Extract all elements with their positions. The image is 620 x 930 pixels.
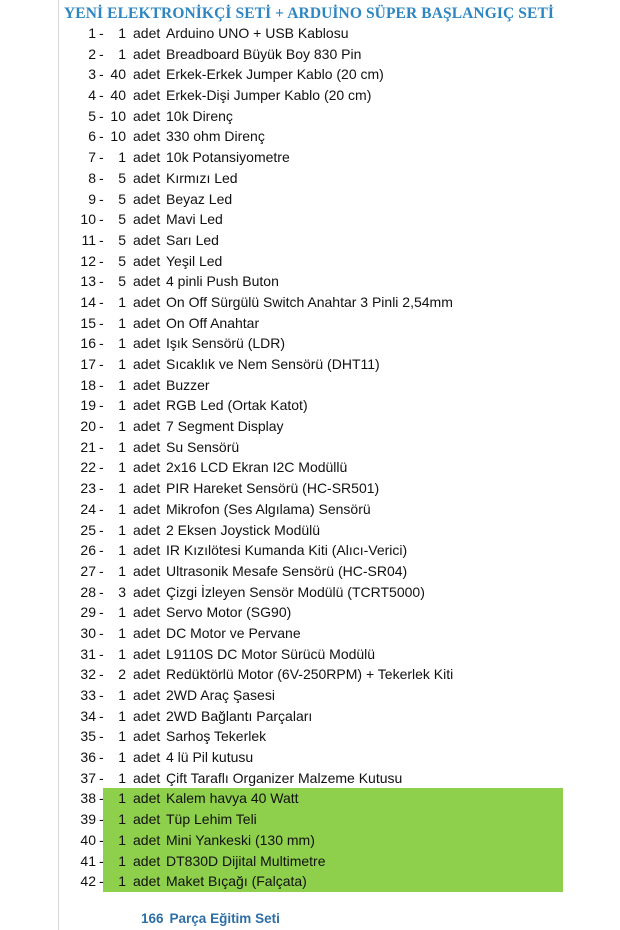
list-item <box>0 830 620 851</box>
item-separator: - <box>99 583 104 600</box>
item-quantity: 1 <box>118 645 126 662</box>
item-number: 25 <box>80 521 96 538</box>
item-number: 5 <box>88 107 96 124</box>
item-unit: adet <box>133 335 161 352</box>
item-number: 22 <box>80 459 96 476</box>
list-item <box>0 147 620 168</box>
item-number: 1 <box>88 25 96 41</box>
list-item <box>0 354 620 375</box>
item-description: Yeşil Led <box>166 252 223 269</box>
item-unit: adet <box>133 645 161 662</box>
item-number: 28 <box>80 583 96 600</box>
item-description: 7 Segment Display <box>166 418 284 435</box>
item-quantity: 1 <box>118 459 126 476</box>
item-unit: adet <box>133 107 161 124</box>
item-number: 18 <box>80 376 96 393</box>
item-unit: adet <box>133 397 161 414</box>
item-number: 42 <box>80 873 96 890</box>
item-number: 29 <box>80 604 96 621</box>
item-description: Sarı Led <box>166 231 219 248</box>
item-separator: - <box>99 707 104 724</box>
item-unit: adet <box>133 438 161 455</box>
item-description: 4 lü Pil kutusu <box>166 749 254 766</box>
item-description: Çizgi İzleyen Sensör Modülü (TCRT5000) <box>166 583 425 600</box>
item-separator: - <box>99 459 104 476</box>
list-item <box>0 623 620 644</box>
item-quantity: 1 <box>118 397 126 414</box>
item-quantity: 1 <box>118 293 126 310</box>
item-unit: adet <box>133 376 161 393</box>
item-number: 41 <box>80 852 96 869</box>
item-separator: - <box>99 500 104 517</box>
list-item <box>0 602 620 623</box>
item-separator: - <box>99 604 104 621</box>
list-item <box>0 126 620 147</box>
item-unit: adet <box>133 45 161 62</box>
item-unit: adet <box>133 521 161 538</box>
list-item <box>0 85 620 106</box>
list-item <box>0 664 620 685</box>
item-unit: adet <box>133 769 161 786</box>
list-item <box>0 768 620 789</box>
item-unit: adet <box>133 480 161 497</box>
item-number: 26 <box>80 542 96 559</box>
item-unit: adet <box>133 293 161 310</box>
item-separator: - <box>99 45 104 62</box>
list-item <box>0 23 620 44</box>
item-separator: - <box>99 480 104 497</box>
item-quantity: 1 <box>118 604 126 621</box>
item-number: 35 <box>80 728 96 745</box>
list-item <box>0 64 620 85</box>
item-number: 6 <box>88 128 96 145</box>
footer-label: Parça Eğitim Seti <box>169 911 280 926</box>
item-description: 2x16 LCD Ekran I2C Modüllü <box>166 459 348 476</box>
item-unit: adet <box>133 604 161 621</box>
list-item <box>0 561 620 582</box>
item-unit: adet <box>133 169 161 186</box>
item-description: Su Sensörü <box>166 438 240 455</box>
item-description: Beyaz Led <box>166 190 233 207</box>
item-number: 27 <box>80 562 96 579</box>
item-quantity: 5 <box>118 273 126 290</box>
item-unit: adet <box>133 231 161 248</box>
item-separator: - <box>99 293 104 310</box>
list-item <box>0 685 620 706</box>
item-description: 4 pinli Push Buton <box>166 273 279 290</box>
item-number: 38 <box>80 790 96 807</box>
item-quantity: 1 <box>118 418 126 435</box>
item-separator: - <box>99 873 104 890</box>
item-number: 7 <box>88 149 96 166</box>
item-separator: - <box>99 128 104 145</box>
item-separator: - <box>99 231 104 248</box>
list-item <box>0 395 620 416</box>
item-separator: - <box>99 666 104 683</box>
item-quantity: 1 <box>118 314 126 331</box>
item-description: Redüktörlü Motor (6V-250RPM) + Tekerlek Kiti <box>166 666 454 683</box>
item-description: 330 ohm Direnç <box>166 128 265 145</box>
item-description: Kalem havya 40 Watt <box>166 790 299 807</box>
list-item <box>0 251 620 272</box>
item-description: Breadboard Büyük Boy 830 Pin <box>166 45 362 62</box>
item-number: 11 <box>81 231 96 248</box>
item-separator: - <box>99 418 104 435</box>
item-description: 2WD Araç Şasesi <box>166 687 275 703</box>
item-separator: - <box>99 87 104 104</box>
item-number: 34 <box>80 707 96 724</box>
item-description: RGB Led (Ortak Katot) <box>166 397 308 414</box>
item-quantity: 1 <box>118 624 126 641</box>
item-unit: adet <box>133 542 161 559</box>
item-separator: - <box>99 356 104 372</box>
item-description: Servo Motor (SG90) <box>166 604 292 621</box>
item-separator: - <box>99 749 104 766</box>
item-quantity: 1 <box>118 687 126 703</box>
item-separator: - <box>99 66 104 83</box>
item-quantity: 40 <box>110 87 126 104</box>
item-quantity: 1 <box>118 852 126 869</box>
item-unit: adet <box>133 687 161 703</box>
list-item <box>0 313 620 334</box>
item-separator: - <box>99 645 104 662</box>
item-description: Mikrofon (Ses Algılama) Sensörü <box>166 500 371 517</box>
item-description: Ultrasonik Mesafe Sensörü (HC-SR04) <box>166 562 408 579</box>
item-description: 10k Direnç <box>166 107 233 124</box>
item-quantity: 1 <box>118 811 126 828</box>
item-description: Çift Taraflı Organizer Malzeme Kutusu <box>166 769 403 786</box>
item-description: On Off Anahtar <box>166 314 260 331</box>
item-number: 32 <box>80 666 96 683</box>
item-number: 24 <box>80 500 96 517</box>
item-quantity: 1 <box>118 356 126 372</box>
item-quantity: 1 <box>118 873 126 890</box>
list-item <box>0 706 620 727</box>
item-unit: adet <box>133 873 161 890</box>
item-quantity: 1 <box>118 335 126 352</box>
list-item <box>0 230 620 251</box>
item-unit: adet <box>133 728 161 745</box>
item-number: 16 <box>80 335 96 352</box>
item-unit: adet <box>133 811 161 828</box>
list-item <box>0 747 620 768</box>
item-quantity: 1 <box>118 149 126 166</box>
item-number: 19 <box>80 397 96 414</box>
item-number: 12 <box>80 252 96 269</box>
item-separator: - <box>99 438 104 455</box>
item-unit: adet <box>133 500 161 517</box>
item-description: Sarhoş Tekerlek <box>166 728 267 745</box>
item-quantity: 5 <box>118 231 126 248</box>
list-item <box>0 540 620 561</box>
item-quantity: 1 <box>118 790 126 807</box>
item-separator: - <box>99 107 104 124</box>
item-number: 30 <box>80 624 96 641</box>
list-item <box>0 44 620 65</box>
item-quantity: 2 <box>118 666 126 683</box>
item-quantity: 1 <box>118 831 126 848</box>
item-separator: - <box>99 376 104 393</box>
item-unit: adet <box>133 790 161 807</box>
list-item <box>0 871 620 892</box>
item-quantity: 1 <box>118 438 126 455</box>
item-quantity: 1 <box>118 707 126 724</box>
item-quantity: 5 <box>118 190 126 207</box>
item-separator: - <box>99 728 104 745</box>
item-description: Tüp Lehim Teli <box>166 811 257 828</box>
item-description: Mini Yankeski (130 mm) <box>166 831 315 848</box>
item-separator: - <box>99 211 104 228</box>
item-number: 3 <box>88 66 96 83</box>
item-separator: - <box>99 562 104 579</box>
item-number: 10 <box>80 211 96 228</box>
parts-list <box>0 23 620 892</box>
item-number: 14 <box>80 293 96 310</box>
item-unit: adet <box>133 87 161 104</box>
list-item <box>0 416 620 437</box>
item-separator: - <box>99 190 104 207</box>
item-description: Kırmızı Led <box>166 169 238 186</box>
item-description: 10k Potansiyometre <box>166 149 290 166</box>
item-quantity: 1 <box>118 562 126 579</box>
item-separator: - <box>99 790 104 807</box>
item-number: 17 <box>80 356 96 372</box>
item-quantity: 1 <box>118 769 126 786</box>
item-description: Mavi Led <box>166 211 223 228</box>
item-unit: adet <box>133 749 161 766</box>
item-unit: adet <box>133 190 161 207</box>
list-item <box>0 809 620 830</box>
list-item <box>0 209 620 230</box>
item-unit: adet <box>133 852 161 869</box>
item-unit: adet <box>133 356 161 372</box>
list-item <box>0 437 620 458</box>
list-item <box>0 168 620 189</box>
item-separator: - <box>99 149 104 166</box>
item-unit: adet <box>133 583 161 600</box>
item-unit: adet <box>133 128 161 145</box>
list-item <box>0 333 620 354</box>
item-separator: - <box>99 542 104 559</box>
item-quantity: 1 <box>118 376 126 393</box>
item-quantity: 3 <box>118 583 126 600</box>
item-separator: - <box>99 252 104 269</box>
item-separator: - <box>99 769 104 786</box>
list-item <box>0 644 620 665</box>
item-description: On Off Sürgülü Switch Anahtar 3 Pinli 2,54mm <box>166 293 453 310</box>
item-unit: adet <box>133 562 161 579</box>
item-number: 23 <box>80 480 96 497</box>
item-quantity: 10 <box>110 128 126 145</box>
item-separator: - <box>99 624 104 641</box>
list-item <box>0 478 620 499</box>
item-separator: - <box>99 335 104 352</box>
item-unit: adet <box>133 459 161 476</box>
item-quantity: 1 <box>118 45 126 62</box>
item-separator: - <box>99 811 104 828</box>
item-quantity: 1 <box>118 25 126 41</box>
item-number: 13 <box>80 273 96 290</box>
item-description: Erkek-Erkek Jumper Kablo (20 cm) <box>166 66 384 83</box>
item-unit: adet <box>133 314 161 331</box>
item-quantity: 1 <box>118 480 126 497</box>
item-number: 9 <box>88 190 96 207</box>
item-quantity: 40 <box>110 66 126 83</box>
list-item <box>0 189 620 210</box>
item-number: 20 <box>80 418 96 435</box>
list-item <box>0 520 620 541</box>
item-number: 2 <box>88 45 96 62</box>
footer-count: 166 <box>141 911 164 926</box>
list-item <box>0 851 620 872</box>
item-unit: adet <box>133 66 161 83</box>
item-separator: - <box>99 314 104 331</box>
item-number: 37 <box>80 769 96 786</box>
item-description: Sıcaklık ve Nem Sensörü (DHT11) <box>166 356 380 372</box>
item-unit: adet <box>133 418 161 435</box>
item-description: Maket Bıçağı (Falçata) <box>166 873 307 890</box>
item-description: L9110S DC Motor Sürücü Modülü <box>166 645 376 662</box>
list-item <box>0 106 620 127</box>
item-description: Erkek-Dişi Jumper Kablo (20 cm) <box>166 87 372 104</box>
list-item <box>0 375 620 396</box>
item-quantity: 5 <box>118 211 126 228</box>
item-description: DT830D Dijital Multimetre <box>166 852 326 869</box>
item-number: 15 <box>80 314 96 331</box>
item-number: 36 <box>80 749 96 766</box>
item-separator: - <box>99 831 104 848</box>
item-quantity: 1 <box>118 500 126 517</box>
item-unit: adet <box>133 25 161 41</box>
item-description: Buzzer <box>166 376 210 393</box>
item-separator: - <box>99 687 104 703</box>
item-description: 2 Eksen Joystick Modülü <box>166 521 321 538</box>
item-unit: adet <box>133 666 161 683</box>
item-description: Arduino UNO + USB Kablosu <box>166 25 349 41</box>
item-description: PIR Hareket Sensörü (HC-SR501) <box>166 480 380 497</box>
item-separator: - <box>99 852 104 869</box>
item-unit: adet <box>133 707 161 724</box>
list-item <box>0 457 620 478</box>
item-description: Işık Sensörü (LDR) <box>166 335 286 352</box>
item-number: 21 <box>80 438 96 455</box>
list-item <box>0 499 620 520</box>
item-unit: adet <box>133 211 161 228</box>
item-number: 31 <box>80 645 96 662</box>
item-description: 2WD Bağlantı Parçaları <box>166 707 313 724</box>
list-item <box>0 582 620 603</box>
page-title: YENİ ELEKTRONİKÇİ SETİ + ARDUİNO SÜPER BAŞLANGIÇ SETİ <box>64 5 555 22</box>
item-quantity: 1 <box>118 749 126 766</box>
item-separator: - <box>99 273 104 290</box>
item-unit: adet <box>133 252 161 269</box>
item-number: 40 <box>80 831 96 848</box>
list-item <box>0 271 620 292</box>
item-description: IR Kızılötesi Kumanda Kiti (Alıcı-Verici) <box>166 542 408 559</box>
item-unit: adet <box>133 273 161 290</box>
item-quantity: 1 <box>118 728 126 745</box>
item-number: 8 <box>88 169 96 186</box>
item-quantity: 1 <box>118 542 126 559</box>
item-number: 33 <box>80 687 96 703</box>
list-item <box>0 726 620 747</box>
item-quantity: 5 <box>118 169 126 186</box>
item-unit: adet <box>133 624 161 641</box>
item-separator: - <box>99 397 104 414</box>
list-item <box>0 788 620 809</box>
item-unit: adet <box>133 149 161 166</box>
item-quantity: 10 <box>110 107 126 124</box>
item-quantity: 1 <box>118 521 126 538</box>
item-separator: - <box>99 25 104 41</box>
item-number: 4 <box>88 87 96 104</box>
footer-total <box>141 911 280 926</box>
item-separator: - <box>99 521 104 538</box>
list-item <box>0 292 620 313</box>
item-unit: adet <box>133 831 161 848</box>
item-description: DC Motor ve Pervane <box>166 624 301 641</box>
item-quantity: 5 <box>118 252 126 269</box>
item-separator: - <box>99 169 104 186</box>
item-number: 39 <box>80 811 96 828</box>
